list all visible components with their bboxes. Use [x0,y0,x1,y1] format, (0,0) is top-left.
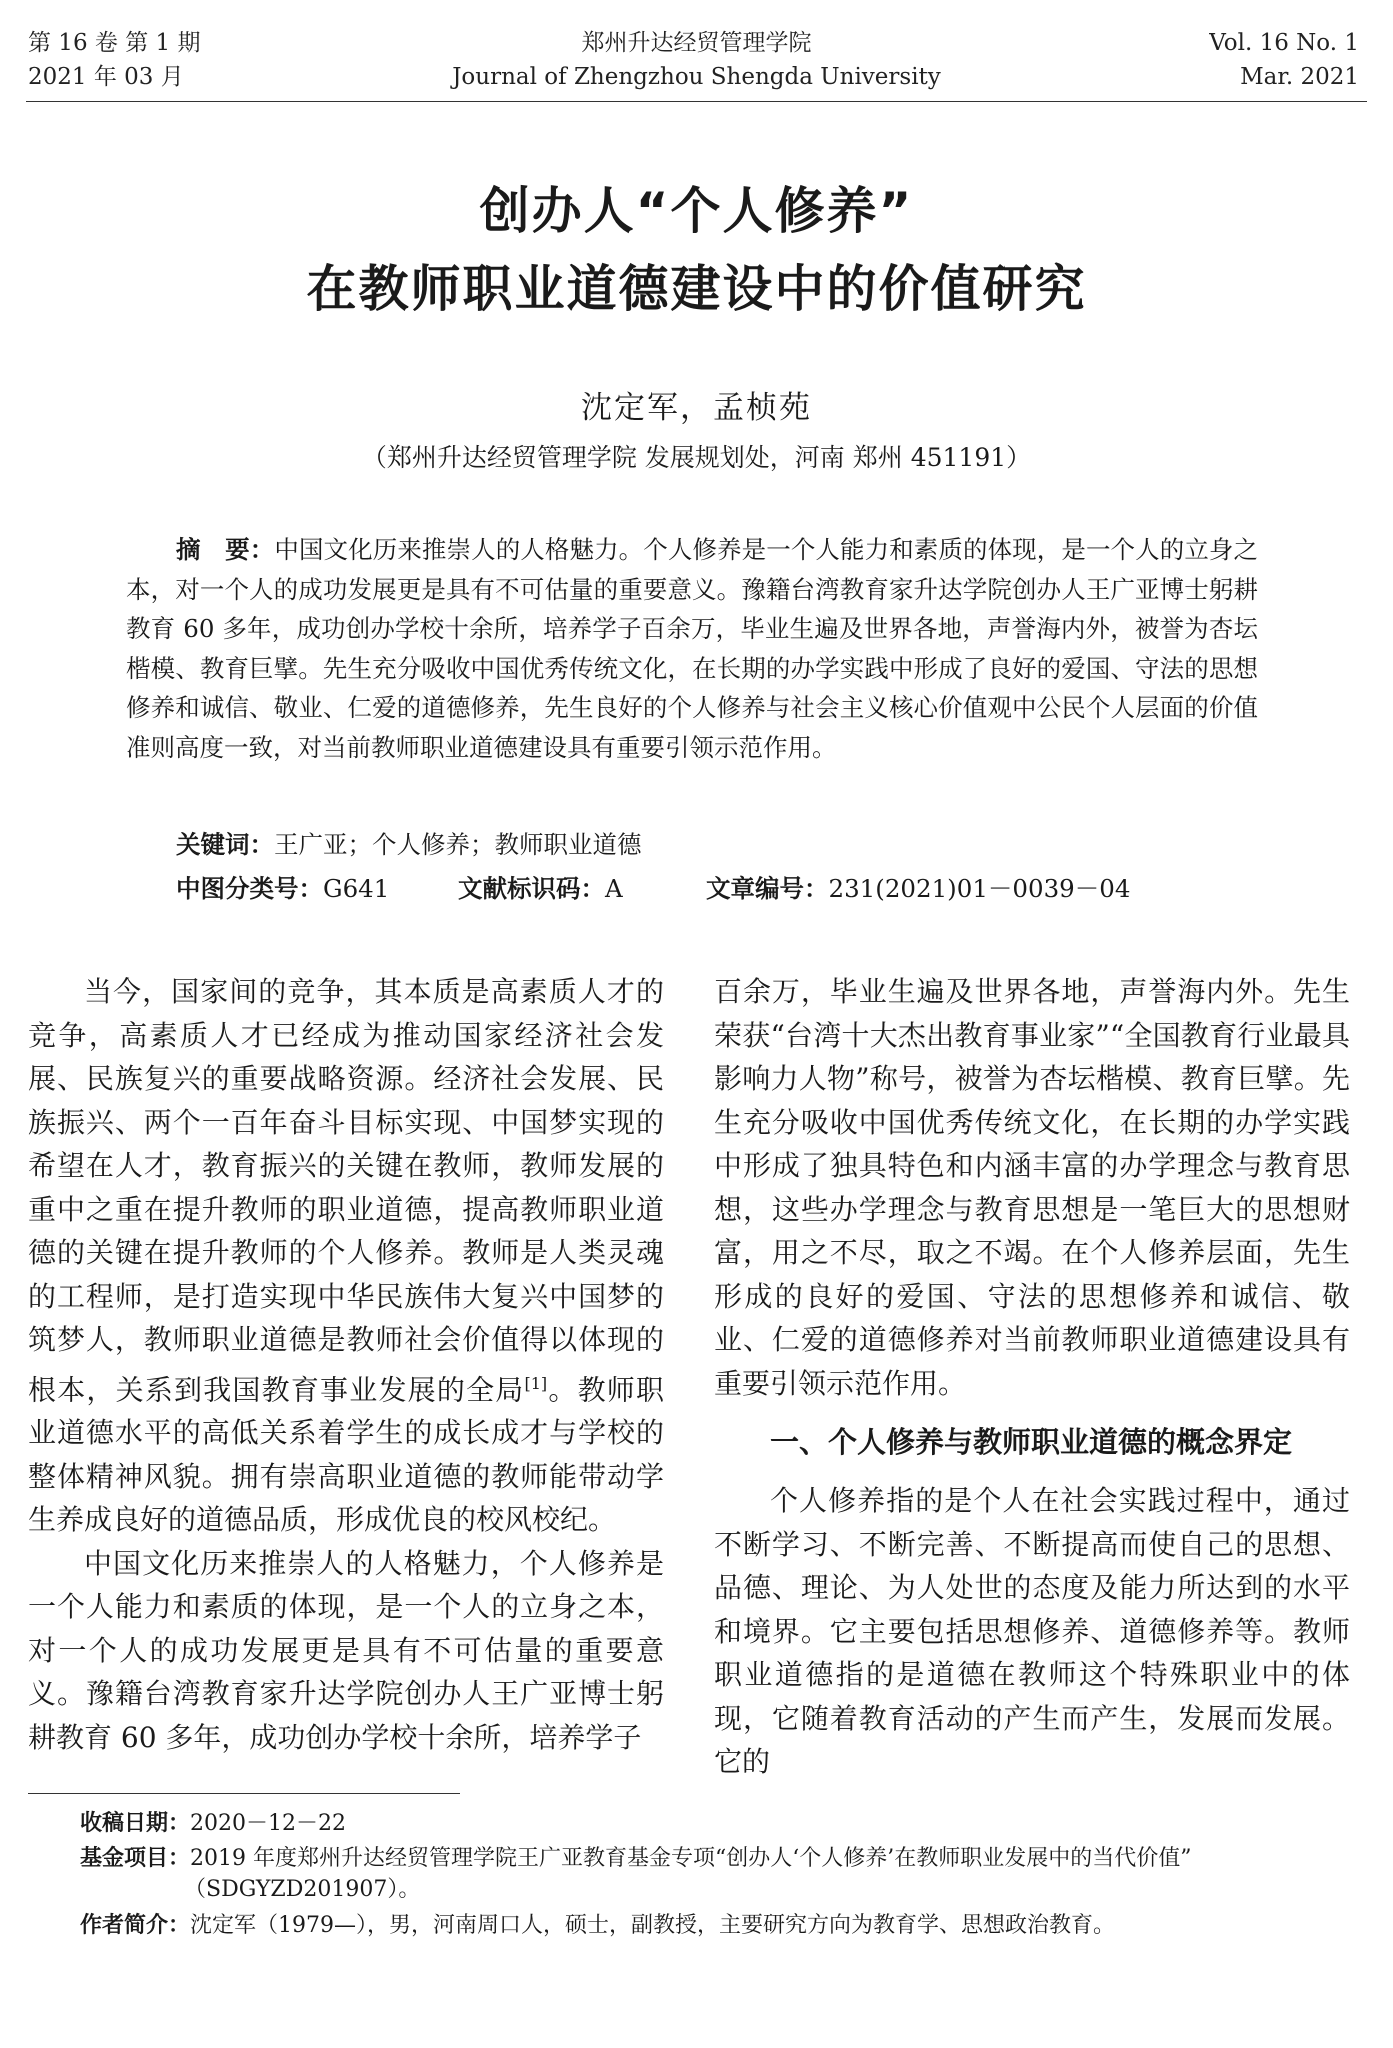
journal-name-en: Journal of Zhengzhou Shengda University [452,64,941,90]
abstract [126,530,1258,767]
body-paragraph: 个人修养指的是个人在社会实践过程中，通过不断学习、不断完善、不断提高而使自己的思想、品德、理论、为人处世的态度及能力所达到的水平和境界。它主要包括思想修养、道德修养等。教师职业道德指的是道德在教师这个特殊职业中的体现，它随着教育活动的产生而产生，发展而发展。它的 [714,1484,1350,1778]
abstract-text: 中国文化历来推崇人的人格魅力。个人修养是一个人能力和素质的体现，是一个人的立身之本，对一个人的成功发展更是具有不可估量的重要意义。豫籍台湾教育家升达学院创办人王广亚博士躬耕教育 60 多年，成功创办学校十余所，培养学子百余万，毕业生遍及世界各地，声誉海内外，被誉为杏坛楷模、教育巨擘。先生充分吸收中国优秀传统文化，在长期的办学实践中形成了良好的爱国、守法的思想修养和诚信、敬业、仁爱的道德修养，先生良好的个人修养与社会主义核心价值观中公民个人层面的价值准则高度一致，对当前教师职业道德建设具有重要引领示范作用。 [126,535,1258,762]
article-number-value: 231(2021)01－0039－04 [828,874,1131,903]
volume-issue-en: Vol. 16 No. 1 [1209,30,1359,56]
journal-name [0,26,1393,94]
authors: 沈定军，孟桢苑 [581,390,812,426]
author-bio-label: 作者简介： [80,1913,191,1938]
article-number-label: 文章编号： [706,874,829,903]
clc-value: G641 [323,874,390,903]
body-paragraph [28,970,664,1542]
paragraph-text: 当今，国家间的竞争，其本质是高素质人才的竞争，高素质人才已经成为推动国家经济社会发展、民族复兴的重要战略资源。经济社会发展、民族振兴、两个一百年奋斗目标实现、中国梦实现的希望在人才，教育振兴的关键在教师，教师发展的重中之重在提升教师的职业道德，提高教师职业道德的关键在提升教师的个人修养。教师是人类灵魂的工程师，是打造实现中华民族伟大复兴中国梦的筑梦人，教师职业道德是教师社会价值得以体现的根本，关系到我国教育事业发展的全局 [28,975,664,1406]
abstract-label: 摘 要： [176,535,275,564]
body-paragraph: 百余万，毕业生遍及世界各地，声誉海内外。先生荣获“台湾十大杰出教育事业家”“全国教育行业最具影响力人物”称号，被誉为杏坛楷模、教育巨擘。先生充分吸收中国优秀传统文化，在长期的办学实践中形成了独具特色和内涵丰富的办学理念与教育思想，这些办学理念与教育思想是一笔巨大的思想财富，用之不尽，取之不竭。在个人修养层面，先生形成的良好的爱国、守法的思想修养和诚信、敬业、仁爱的道德修养对当前教师职业道德建设具有重要引领示范作用。 [714,975,1350,1400]
affiliation: （郑州升达经贸管理学院 发展规划处，河南 郑州 451191） [361,443,1032,472]
keywords [176,826,642,861]
author-bio [80,1910,1370,1942]
doc-code-value: A [605,874,623,903]
received-value: 2020－12－22 [190,1811,346,1836]
paper-title [0,172,1393,328]
body-paragraph: 中国文化历来推崇人的人格魅力，个人修养是一个人能力和素质的体现，是一个人的立身之本，对一个人的成功发展更是具有不可估量的重要意义。豫籍台湾教育家升达学院创办人王广亚博士躬耕教育 60 多年，成功创办学校十余所，培养学子 [28,1546,664,1754]
section-heading: 一、个人修养与教师职业道德的概念界定 [770,1425,1293,1459]
fund-label: 基金项目： [80,1846,191,1871]
title-line-2: 在教师职业道德建设中的价值研究 [306,260,1087,318]
author-bio-value: 沈定军（1979—），男，河南周口人，硕士，副教授，主要研究方向为教育学、思想政治教育。 [190,1913,1116,1938]
fund-value: 2019 年度郑州升达经贸管理学院王广亚教育基金专项“创办人‘个人修养’在教师职业发展中的当代价值” [190,1846,1192,1871]
publication-date: 2021 年 03 月 [28,64,184,90]
doc-code-label: 文献标识码： [458,874,605,903]
header-divider [26,101,1367,102]
fund-project-code: （SDGYZD201907）。 [184,1877,421,1902]
journal-issue-info-en [1209,26,1359,94]
received-label: 收稿日期： [80,1811,191,1836]
publication-date-en: Mar. 2021 [1240,64,1359,90]
title-line-1: 创办人“个人修养” [479,182,914,240]
journal-name-cn: 郑州升达经贸管理学院 [581,30,812,56]
body-right-column [714,970,1350,1784]
received-date [80,1808,1370,1840]
fund-project [80,1843,1370,1875]
footnote-divider [28,1793,460,1794]
keywords-label: 关键词： [176,830,274,859]
keywords-text: 王广亚；个人修养；教师职业道德 [274,830,642,859]
clc-label: 中图分类号： [176,874,323,903]
paragraph-text: 。教师职业道德水平的高低关系着学生的成长成才与学校的整体精神风貌。拥有崇高职业道德的教师能带动学生养成良好的道德品质，形成优良的校风校纪。 [28,1372,664,1537]
body-left-column [28,970,664,1759]
volume-issue: 第 16 卷 第 1 期 [28,30,201,56]
citation-ref[interactable]: [1] [524,1373,548,1393]
